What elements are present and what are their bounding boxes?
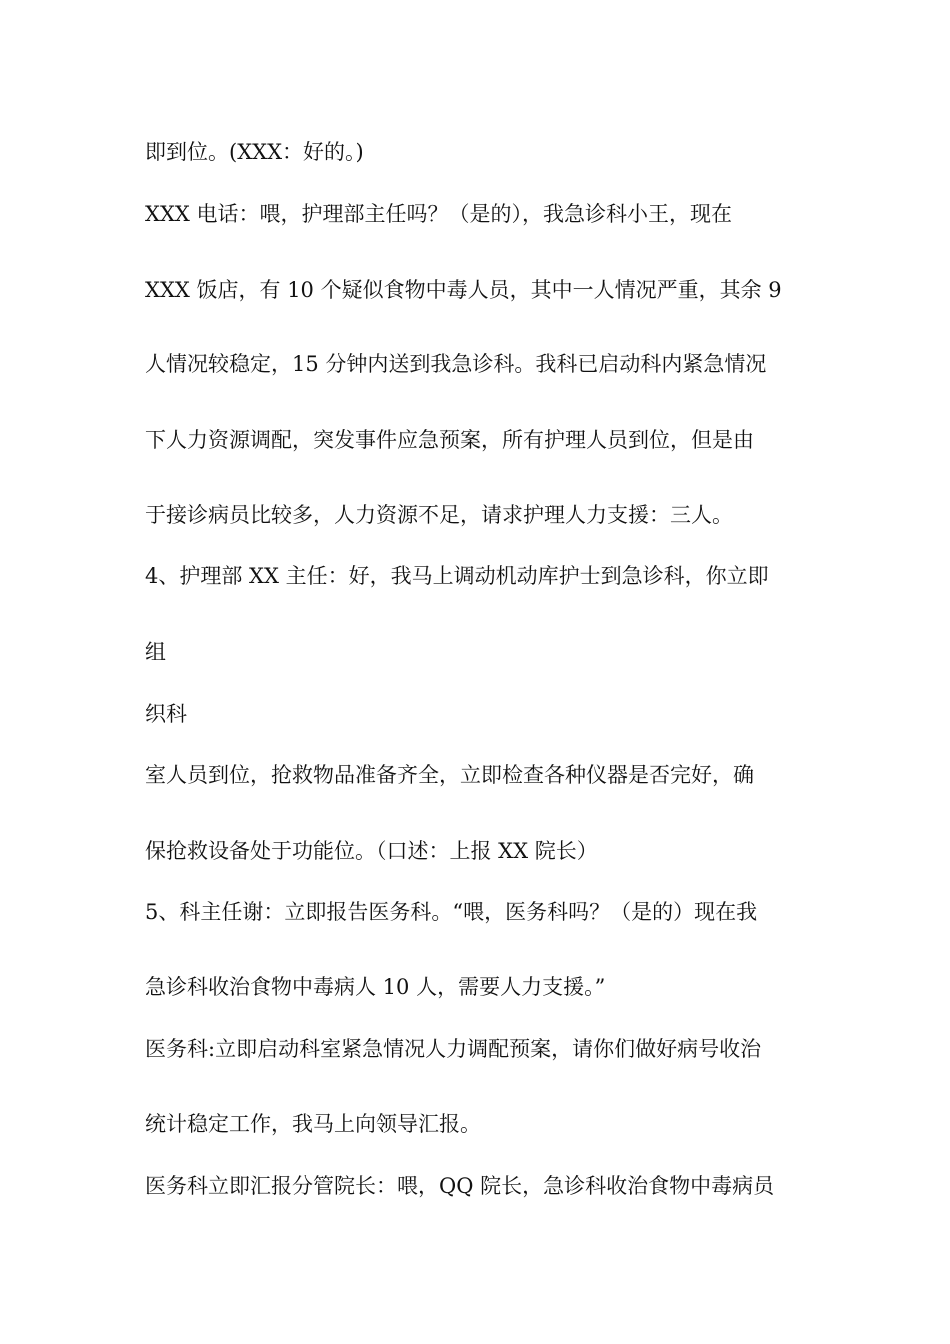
text-line-9: 织科 [145, 702, 187, 726]
text-line-15: 统计稳定工作，我马上向领导汇报。 [145, 1112, 481, 1136]
text-line-4: 人情况较稳定，15 分钟内送到我急诊科。我科已启动科内紧急情况 [145, 352, 767, 376]
text-line-6: 于接诊病员比较多，人力资源不足，请求护理人力支援：三人。 [145, 503, 733, 527]
text-line-7: 4、护理部 XX 主任：好，我马上调动机动库护士到急诊科，你立即 [145, 564, 769, 588]
text-line-10: 室人员到位，抢救物品准备齐全，立即检查各种仪器是否完好，确 [145, 763, 754, 787]
text-line-13: 急诊科收治食物中毒病人 10 人，需要人力支援。” [145, 975, 606, 999]
text-line-12: 5、科主任谢：立即报告医务科。“喂，医务科吗？（是的）现在我 [145, 900, 758, 924]
text-line-1: 即到位。(XXX：好的。) [145, 140, 364, 164]
text-line-2: XXX 电话：喂，护理部主任吗？（是的），我急诊科小王，现在 [145, 202, 733, 226]
text-line-11: 保抢救设备处于功能位。（口述：上报 XX 院长） [145, 839, 598, 863]
text-line-5: 下人力资源调配，突发事件应急预案，所有护理人员到位，但是由 [145, 428, 754, 452]
text-line-8: 组 [145, 640, 166, 664]
text-line-3: XXX 饭店，有 10 个疑似食物中毒人员，其中一人情况严重，其余 9 [145, 278, 782, 302]
text-line-16: 医务科立即汇报分管院长：喂，QQ 院长，急诊科收治食物中毒病员 [145, 1174, 775, 1198]
text-line-14: 医务科:立即启动科室紧急情况人力调配预案，请你们做好病号收治 [145, 1037, 762, 1061]
